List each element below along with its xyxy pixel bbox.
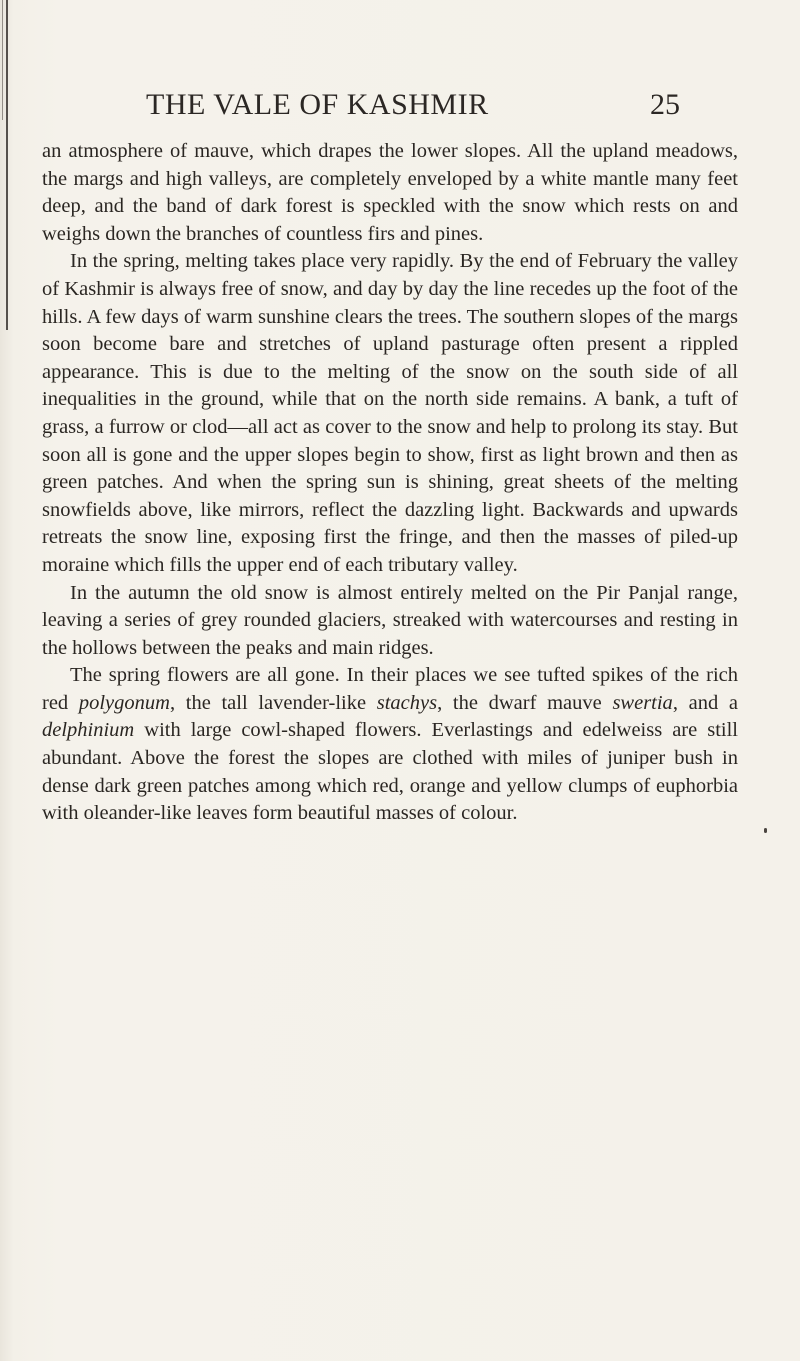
paragraph — [42, 662, 738, 828]
binding-edge-line-secondary — [2, 0, 3, 120]
paragraph — [42, 580, 738, 663]
text-run: , the tall lavender-like — [169, 691, 377, 714]
text-run: with large cowl-shaped flowers. Everlastings and edelweiss are still abundant. Above the forest the slopes are clothed with miles of juniper bush in dense dark green patches among which red, orange and yellow clumps of euphorbia with oleander-like leaves form beautiful masses of colour. — [42, 719, 738, 825]
text-run: In the spring, melting takes place very rapidly. By the end of February the valley of Kashmir is always free of snow, and day by day the line recedes up the foot of the hills. A few days of warm sunshine clears the trees. The southern slopes of the margs soon become bare and stretches of upland pasturage often present a rippled appearance. This is due to the melting of the snow on the south side of all inequalities in the ground, while that on the north side remains. A bank, a tuft of grass, a furrow or clod—all act as cover to the snow and help to prolong its stay. But soon all is gone and the upper slopes begin to show, first as light brown and then as green patches. And when the spring sun is shining, great sheets of the melting snowfields above, like mirrors, reflect the dazzling light. Backwards and upwards retreats the snow line, exposing first the fringe, and then the masses of piled-up moraine which fills the upper end of each tributary valley. — [42, 250, 738, 576]
page-number: 25 — [650, 88, 680, 121]
text-run: In the autumn the old snow is almost entirely melted on the Pir Panjal range, leaving a series of grey rounded glaciers, streaked with watercourses and resting in the hollows between the peaks and main ridges. — [42, 581, 738, 659]
italic-term: polygonum — [78, 691, 170, 714]
body-text — [42, 138, 738, 828]
running-title: THE VALE OF KASHMIR — [146, 88, 489, 121]
paragraph — [42, 248, 738, 579]
paragraph — [42, 138, 738, 248]
text-run: The spring flowers are all gone. In their places we see tufted spikes of the rich red — [42, 664, 738, 714]
paper-speck — [764, 828, 767, 833]
italic-term: stachys — [376, 691, 438, 714]
italic-term: swertia — [612, 691, 673, 714]
text-run: , and a — [672, 691, 738, 714]
binding-edge-line — [6, 0, 8, 330]
text-run: an atmosphere of mauve, which drapes the lower slopes. All the upland meadows, the margs and high valleys, are completely enveloped by a white mantle many feet deep, and the band of dark forest is speckled with the snow which rests on and weighs down the branches of countless firs and pines. — [42, 140, 738, 245]
italic-term: delphinium — [42, 719, 135, 742]
text-run: , the dwarf mauve — [437, 691, 613, 714]
